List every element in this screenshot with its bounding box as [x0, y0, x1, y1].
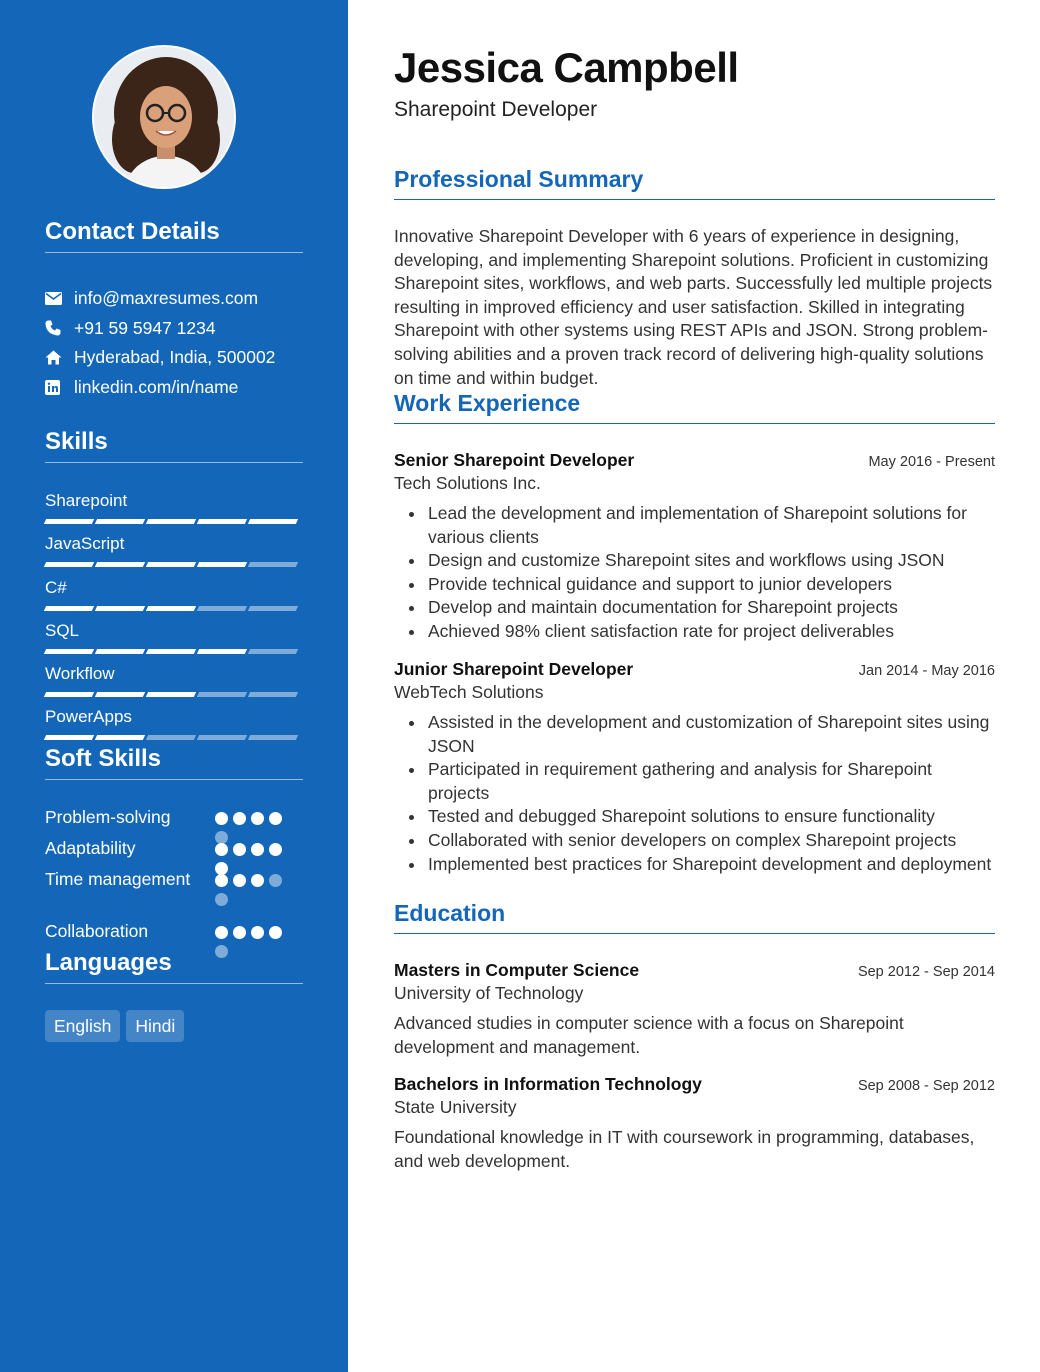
work-experience-heading: Work Experience	[394, 390, 995, 424]
summary-heading: Professional Summary	[394, 166, 995, 200]
skill-item	[45, 663, 303, 706]
job-entry	[394, 659, 995, 876]
skill-level-bar	[45, 692, 303, 697]
skill-level-segment	[44, 692, 94, 697]
skill-level-segment	[248, 649, 298, 654]
rating-dot	[251, 843, 264, 856]
soft-skill-rating	[215, 874, 287, 906]
skill-item	[45, 620, 303, 663]
contact-linkedin[interactable]	[45, 373, 305, 403]
phone-icon	[45, 320, 74, 336]
skill-level-segment	[146, 562, 196, 567]
job-bullet: • Lead the development and implementation of Sharepoint solutions for various clients	[426, 502, 995, 549]
soft-skill-item	[45, 806, 303, 837]
language-tag: Hindi	[126, 1010, 184, 1042]
envelope-icon	[45, 292, 74, 305]
rating-dot	[269, 926, 282, 939]
soft-skill-name: Problem-solving	[45, 807, 171, 827]
skill-item	[45, 490, 303, 533]
education-degree: Bachelors in Information Technology	[394, 1074, 702, 1094]
job-bullet: • Participated in requirement gathering and analysis for Sharepoint projects	[426, 758, 995, 805]
job-bullet: • Achieved 98% client satisfaction rate for project deliverables	[426, 620, 995, 644]
rating-dot	[251, 874, 264, 887]
education-entry	[394, 960, 995, 1059]
skill-item	[45, 706, 303, 749]
skill-level-segment	[197, 606, 247, 611]
job-bullet: • Implemented best practices for Sharepoint development and deployment	[426, 853, 995, 877]
job-bullet: • Tested and debugged Sharepoint solutions to ensure functionality	[426, 805, 995, 829]
soft-skills-heading: Soft Skills	[45, 745, 303, 780]
contact-list	[45, 284, 305, 402]
rating-dot	[233, 812, 246, 825]
rating-dot	[215, 926, 228, 939]
education-dates: Sep 2012 - Sep 2014	[857, 964, 995, 980]
contact-email[interactable]	[45, 284, 305, 314]
rating-dot	[215, 843, 228, 856]
skill-level-segment	[95, 606, 145, 611]
soft-skills-list	[45, 806, 303, 951]
education-school: University of Technology	[394, 983, 584, 1003]
contact-address	[45, 343, 305, 373]
education-description: Advanced studies in computer science with a focus on Sharepoint development and management.	[394, 1013, 904, 1057]
skill-level-segment	[197, 649, 247, 654]
skill-name: PowerApps	[45, 707, 132, 727]
skill-level-segment	[44, 649, 94, 654]
skill-level-segment	[146, 735, 196, 740]
skill-level-segment	[95, 649, 145, 654]
job-company: WebTech Solutions	[394, 682, 544, 702]
skill-level-segment	[248, 692, 298, 697]
skill-item	[45, 533, 303, 576]
rating-dot	[233, 874, 246, 887]
rating-dot	[251, 812, 264, 825]
skill-level-bar	[45, 649, 303, 654]
skill-level-segment	[197, 692, 247, 697]
job-bullets	[394, 711, 995, 876]
rating-dot	[215, 812, 228, 825]
job-bullet: • Develop and maintain documentation for Sharepoint projects	[426, 596, 995, 620]
skills-heading: Skills	[45, 428, 303, 463]
rating-dot	[215, 893, 228, 906]
skill-level-segment	[248, 519, 298, 524]
rating-dot	[215, 874, 228, 887]
job-dates: Jan 2014 - May 2016	[858, 663, 995, 679]
contact-address-text: Hyderabad, India, 500002	[74, 347, 276, 368]
languages-heading: Languages	[45, 949, 303, 984]
candidate-title: Sharepoint Developer	[394, 98, 598, 121]
contact-email-text: info@maxresumes.com	[74, 288, 259, 309]
rating-dot	[251, 926, 264, 939]
skill-level-segment	[95, 692, 145, 697]
education-description: Foundational knowledge in IT with coursework in programming, databases, and web development.	[394, 1127, 975, 1171]
skill-level-segment	[95, 562, 145, 567]
skill-level-segment	[146, 692, 196, 697]
job-entry	[394, 450, 995, 644]
skill-level-segment	[44, 562, 94, 567]
skill-level-bar	[45, 562, 303, 567]
skill-level-segment	[44, 519, 94, 524]
job-role: Senior Sharepoint Developer	[394, 450, 635, 470]
skill-level-segment	[146, 519, 196, 524]
skill-level-segment	[146, 606, 196, 611]
job-bullet: • Collaborated with senior developers on complex Sharepoint projects	[426, 829, 995, 853]
skill-name: Sharepoint	[45, 491, 128, 510]
home-icon	[45, 350, 74, 365]
contact-linkedin-text: linkedin.com/in/name	[74, 377, 239, 398]
job-dates: May 2016 - Present	[868, 454, 995, 470]
skill-level-bar	[45, 606, 303, 611]
education-school: State University	[394, 1097, 517, 1117]
skill-level-bar	[45, 735, 303, 740]
rating-dot	[269, 812, 282, 825]
skill-level-bar	[45, 519, 303, 524]
sidebar	[0, 0, 348, 1372]
contact-details-heading: Contact Details	[45, 218, 303, 253]
skill-level-segment	[197, 519, 247, 524]
summary-text: Innovative Sharepoint Developer with 6 years of experience in designing, developing, and implementing Sharepoint solutions. Proficient in customizing Sharepoint sites, workflows, and web parts. Successfully led multiple projects resulting in improved efficiency and user satisfaction. Skilled in integrating Sharepoint with other systems using REST APIs and JSON. Strong problem-solving abilities and a proven track record of delivering high-quality solutions on time and within budget.	[394, 226, 993, 388]
skill-name: JavaScript	[45, 534, 125, 554]
skill-name: SQL	[45, 620, 80, 640]
education-entry	[394, 1074, 995, 1173]
skill-name: C#	[45, 577, 67, 597]
soft-skill-name: Collaboration	[45, 921, 149, 941]
language-tag: English	[45, 1010, 120, 1042]
job-role: Junior Sharepoint Developer	[394, 659, 634, 679]
skill-level-segment	[197, 735, 247, 740]
skills-list	[45, 490, 303, 750]
job-company: Tech Solutions Inc.	[394, 473, 541, 493]
education-heading: Education	[394, 900, 995, 934]
candidate-name: Jessica Campbell	[394, 44, 739, 91]
skill-level-segment	[248, 562, 298, 567]
skill-level-segment	[95, 519, 145, 524]
skill-level-segment	[95, 735, 145, 740]
job-bullets	[394, 502, 995, 644]
education-degree: Masters in Computer Science	[394, 960, 640, 980]
soft-skill-name: Adaptability	[45, 838, 136, 858]
skill-level-segment	[248, 735, 298, 740]
languages-list	[45, 1010, 184, 1042]
rating-dot	[233, 926, 246, 939]
skill-name: Workflow	[45, 664, 115, 684]
rating-dot	[269, 874, 282, 887]
skill-level-segment	[248, 606, 298, 611]
soft-skill-name: Time management	[45, 869, 191, 889]
soft-skill-item	[45, 920, 303, 951]
job-bullet: • Design and customize Sharepoint sites and workflows using JSON	[426, 549, 995, 573]
skill-level-segment	[44, 735, 94, 740]
soft-skill-item	[45, 868, 303, 920]
job-bullet: • Assisted in the development and customization of Sharepoint sites using JSON	[426, 711, 995, 758]
contact-phone[interactable]	[45, 314, 305, 344]
profile-photo	[92, 45, 236, 189]
linkedin-icon	[45, 380, 74, 395]
contact-phone-text: +91 59 5947 1234	[74, 317, 216, 338]
soft-skill-item	[45, 837, 303, 868]
skill-level-segment	[197, 562, 247, 567]
skill-level-segment	[146, 649, 196, 654]
rating-dot	[233, 843, 246, 856]
education-dates: Sep 2008 - Sep 2012	[857, 1078, 995, 1094]
job-bullet: • Provide technical guidance and support to junior developers	[426, 573, 995, 597]
skill-item	[45, 577, 303, 620]
rating-dot	[269, 843, 282, 856]
skill-level-segment	[44, 606, 94, 611]
